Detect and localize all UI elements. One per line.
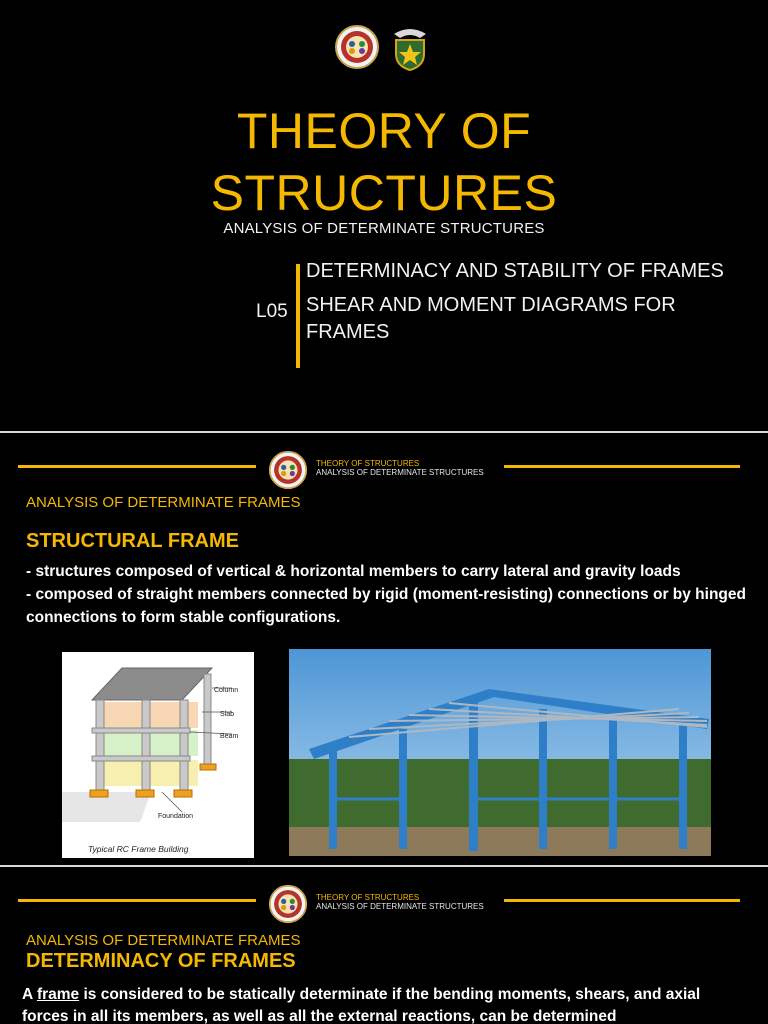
logos bbox=[334, 24, 434, 72]
figure-caption: Typical RC Frame Building bbox=[88, 844, 189, 854]
steel-frame-image bbox=[289, 649, 711, 856]
college-emblem-icon bbox=[390, 24, 430, 72]
title-slide bbox=[0, 0, 768, 430]
title-line-1: THEORY OF bbox=[236, 103, 532, 159]
frame-term: frame bbox=[36, 986, 80, 1003]
university-seal-icon bbox=[268, 884, 308, 924]
topic-item: DETERMINACY AND STABILITY OF FRAMES bbox=[306, 260, 724, 282]
label-column: Column bbox=[214, 687, 239, 694]
university-seal-icon bbox=[268, 450, 308, 490]
header-rule-right bbox=[504, 899, 740, 902]
bullet-item: - composed of straight members connected by rigid (moment-resisting) connections or by hinged connections to form stable configurations. bbox=[26, 586, 746, 626]
university-seal-icon bbox=[334, 24, 380, 70]
rc-frame-figure bbox=[62, 652, 254, 858]
header-rule-left bbox=[18, 465, 256, 468]
determinacy-slide bbox=[0, 868, 768, 1024]
bullet-item: - structures composed of vertical & horizontal members to carry lateral and gravity loads bbox=[26, 563, 681, 580]
presentation-subtitle: ANALYSIS OF DETERMINATE STRUCTURES bbox=[223, 220, 545, 237]
body-paragraph bbox=[22, 984, 746, 1024]
accent-bar bbox=[296, 264, 300, 368]
presentation-title bbox=[0, 100, 768, 224]
header-subtitle: ANALYSIS OF DETERMINATE STRUCTURES bbox=[316, 902, 484, 911]
header-title: THEORY OF STRUCTURES bbox=[316, 893, 420, 902]
title-line-2: STRUCTURES bbox=[210, 165, 558, 221]
header-subtitle: ANALYSIS OF DETERMINATE STRUCTURES bbox=[316, 468, 484, 477]
header-text bbox=[316, 893, 484, 911]
bullet-list bbox=[26, 560, 746, 629]
section-label: ANALYSIS OF DETERMINATE FRAMES bbox=[26, 494, 301, 511]
header-rule-left bbox=[18, 899, 256, 902]
header-rule-right bbox=[504, 465, 740, 468]
label-foundation: Foundation bbox=[158, 813, 194, 820]
header-text bbox=[316, 459, 484, 477]
slide-heading: STRUCTURAL FRAME bbox=[26, 530, 239, 552]
topic-item: SHEAR AND MOMENT DIAGRAMS FOR FRAMES bbox=[306, 294, 676, 343]
body-prefix: A bbox=[22, 986, 37, 1003]
rc-frame-illustration bbox=[62, 652, 254, 858]
section-label: ANALYSIS OF DETERMINATE FRAMES bbox=[26, 932, 301, 949]
structural-frame-slide bbox=[0, 434, 768, 864]
slide-divider bbox=[0, 431, 768, 433]
slide-heading: DETERMINACY OF FRAMES bbox=[26, 950, 296, 972]
lesson-code: L05 bbox=[256, 301, 288, 322]
body-text: is considered to be statically determinate if the bending moments, shears, and axial forces in all its members, as well as all the external reactions, can be determined bbox=[22, 986, 701, 1024]
slide-divider bbox=[0, 865, 768, 867]
lesson-topics bbox=[306, 258, 746, 353]
label-slab: Slab bbox=[220, 711, 235, 718]
steel-frame-photo bbox=[289, 649, 711, 856]
header-title: THEORY OF STRUCTURES bbox=[316, 459, 420, 468]
label-beam: Beam bbox=[220, 733, 239, 740]
